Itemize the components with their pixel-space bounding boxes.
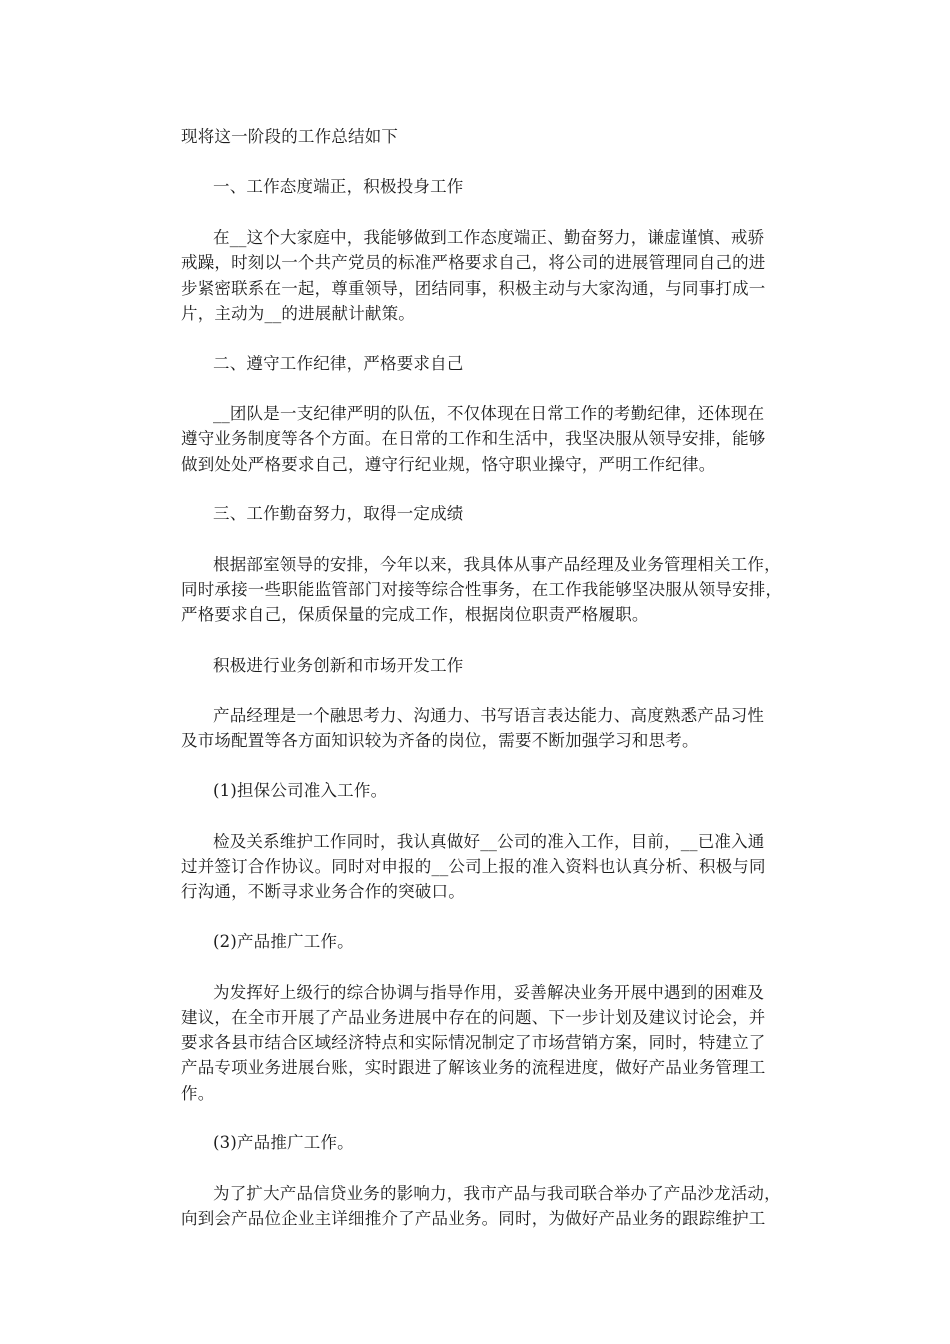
paragraph-1-line-1: 在__这个大家庭中，我能够做到工作态度端正、勤奋努力，谦虚谨慎、戒骄 [213,228,765,247]
paragraph-5-line-1: 检及关系维护工作同时，我认真做好__公司的准入工作，目前，__已准入通 [213,832,765,851]
paragraph-6-line-3: 要求各县市结合区域经济特点和实际情况制定了市场营销方案，同时，特建立了 [181,1033,766,1052]
section-heading-3: 三、工作勤奋努力，取得一定成绩 [213,504,464,523]
section-heading-4: 积极进行业务创新和市场开发工作 [213,656,464,675]
paragraph-7-line-1: 为了扩大产品信贷业务的影响力，我市产品与我司联合举办了产品沙龙活动， [213,1184,781,1203]
section-heading-1: 一、工作态度端正，积极投身工作 [213,177,464,196]
paragraph-2-line-3: 做到处处严格要求自己，遵守行纪业规，恪守职业操守，严明工作纪律。 [181,455,716,474]
intro-line: 现将这一阶段的工作总结如下 [181,127,399,146]
paragraph-2-line-2: 遵守业务制度等各个方面。在日常的工作和生活中，我坚决服从领导安排，能够 [181,429,766,448]
paragraph-7-line-2: 向到会产品位企业主详细推介了产品业务。同时，为做好产品业务的跟踪维护工 [181,1209,766,1228]
paragraph-1-line-2: 戒躁，时刻以一个共产党员的标准严格要求自己，将公司的进展管理同自己的进 [181,253,766,272]
paragraph-3-line-2: 同时承接一些职能监管部门对接等综合性事务，在工作我能够坚决服从领导安排， [181,580,783,599]
paragraph-2-line-1: __团队是一支纪律严明的队伍，不仅体现在日常工作的考勤纪律，还体现在 [213,404,765,423]
paragraph-4-line-2: 及市场配置等各方面知识较为齐备的岗位，需要不断加强学习和思考。 [181,731,699,750]
paragraph-5-line-2: 过并签订合作协议。同时对申报的__公司上报的准入资料也认真分析、积极与同 [181,857,766,876]
paragraph-3-line-1: 根据部室领导的安排，今年以来，我具体从事产品经理及业务管理相关工作， [213,555,781,574]
paragraph-6-line-5: 作。 [181,1084,215,1103]
section-heading-2: 二、遵守工作纪律，严格要求自己 [213,354,464,373]
paragraph-6-line-1: 为发挥好上级行的综合协调与指导作用，妥善解决业务开展中遇到的困难及 [213,983,765,1002]
list-item-1-heading: (1)担保公司准入工作。 [213,781,388,800]
paragraph-6-line-2: 建议，在全市开展了产品业务进展中存在的问题、下一步计划及建议讨论会，并 [181,1008,766,1027]
paragraph-1-line-3: 步紧密联系在一起，尊重领导，团结同事，积极主动与大家沟通，与同事打成一 [181,279,766,298]
paragraph-1-line-4: 片，主动为__的进展献计献策。 [181,304,415,323]
list-item-3-heading: (3)产品推广工作。 [213,1133,354,1152]
paragraph-5-line-3: 行沟通，不断寻求业务合作的突破口。 [181,882,465,901]
paragraph-4-line-1: 产品经理是一个融思考力、沟通力、书写语言表达能力、高度熟悉产品习性 [213,706,765,725]
list-item-2-heading: (2)产品推广工作。 [213,932,354,951]
paragraph-3-line-3: 严格要求自己，保质保量的完成工作，根据岗位职责严格履职。 [181,605,649,624]
paragraph-6-line-4: 产品专项业务进展台账，实时跟进了解该业务的流程进度，做好产品业务管理工 [181,1058,766,1077]
